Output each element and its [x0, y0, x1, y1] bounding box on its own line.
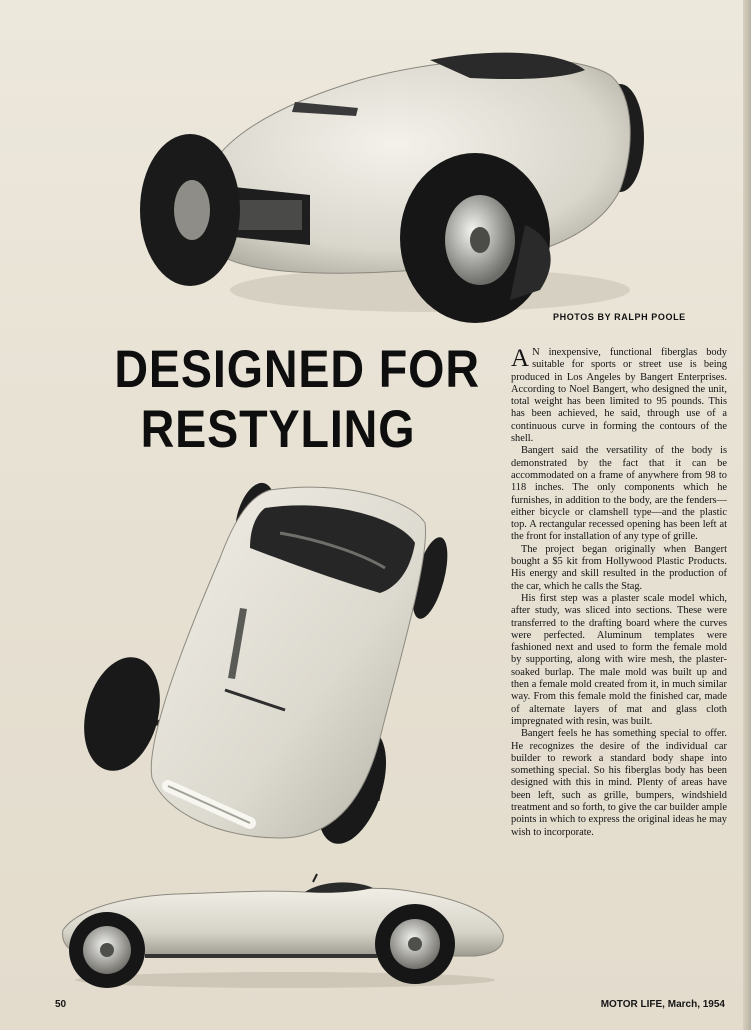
- car-overhead-photo: [80, 478, 455, 868]
- car-front-photo: [130, 40, 670, 330]
- headline-line-1: DESIGNED FOR: [114, 340, 480, 399]
- article-headline: [114, 340, 480, 460]
- drop-cap: A: [511, 345, 530, 372]
- article-paragraph: His first step was a plaster scale model which, after study, was sliced into sections. These were transferred to the drafting board where the curves were perfected. Aluminum templates were fashioned next and used to form the female mold by supporting, along with wire mesh, the plaster-soaked burlap. The male mold was built up and then a female mold created from it, in much similar way. From this female mold the finished car, made of alternate layers of mat and glass cloth impregnated with resin, was built.: [511, 592, 727, 727]
- page-edge: [743, 0, 751, 1030]
- article-paragraph: Bangert said the versatility of the body is demonstrated by the fact that it can be accommodated on a frame of anywhere from 98 to 118 inches. The only components which he furnishes, in addition to the body, are the fenders—either bicycle or clamshell type—and the plastic top. A rectangular recessed opening has been left at the front for installation of any type of grille.: [511, 445, 727, 543]
- article-paragraph: Bangert feels he has something special to offer. He recognizes the desire of the individual car builder to rework a standard body shape into something special. So his fiberglas body has been designed with this in mind. Plenty of areas have been left, such as grille, bumpers, windshield treatment and so forth, to give the car builder ample points in which to express the original ideas he may wish to incorporate.: [511, 728, 727, 838]
- publication-line: MOTOR LIFE, March, 1954: [600, 999, 725, 1010]
- article-body: [511, 347, 727, 839]
- page-number: 50: [55, 999, 67, 1010]
- car-side-photo: [55, 872, 510, 990]
- photo-credit: PHOTOS BY RALPH POOLE: [553, 312, 686, 322]
- headline-line-2: RESTYLING: [140, 400, 416, 459]
- article-paragraph: The project began originally when Bangert bought a $5 kit from Hollywood Plastic Products. His energy and skill resulted in the production of the car, which he calls the Stag.: [511, 543, 727, 592]
- paragraph-text: N inexpensive, functional fiberglas body suitable for sports or street use is being produced in Los Angeles by Bangert Enterprises. According to Noel Bangert, who designed the unit, total weight has been limited to 95 pounds. This has been achieved, he said, through use of a continuous curve in forming the contours of the shell.: [511, 347, 727, 445]
- article-paragraph: [511, 347, 727, 445]
